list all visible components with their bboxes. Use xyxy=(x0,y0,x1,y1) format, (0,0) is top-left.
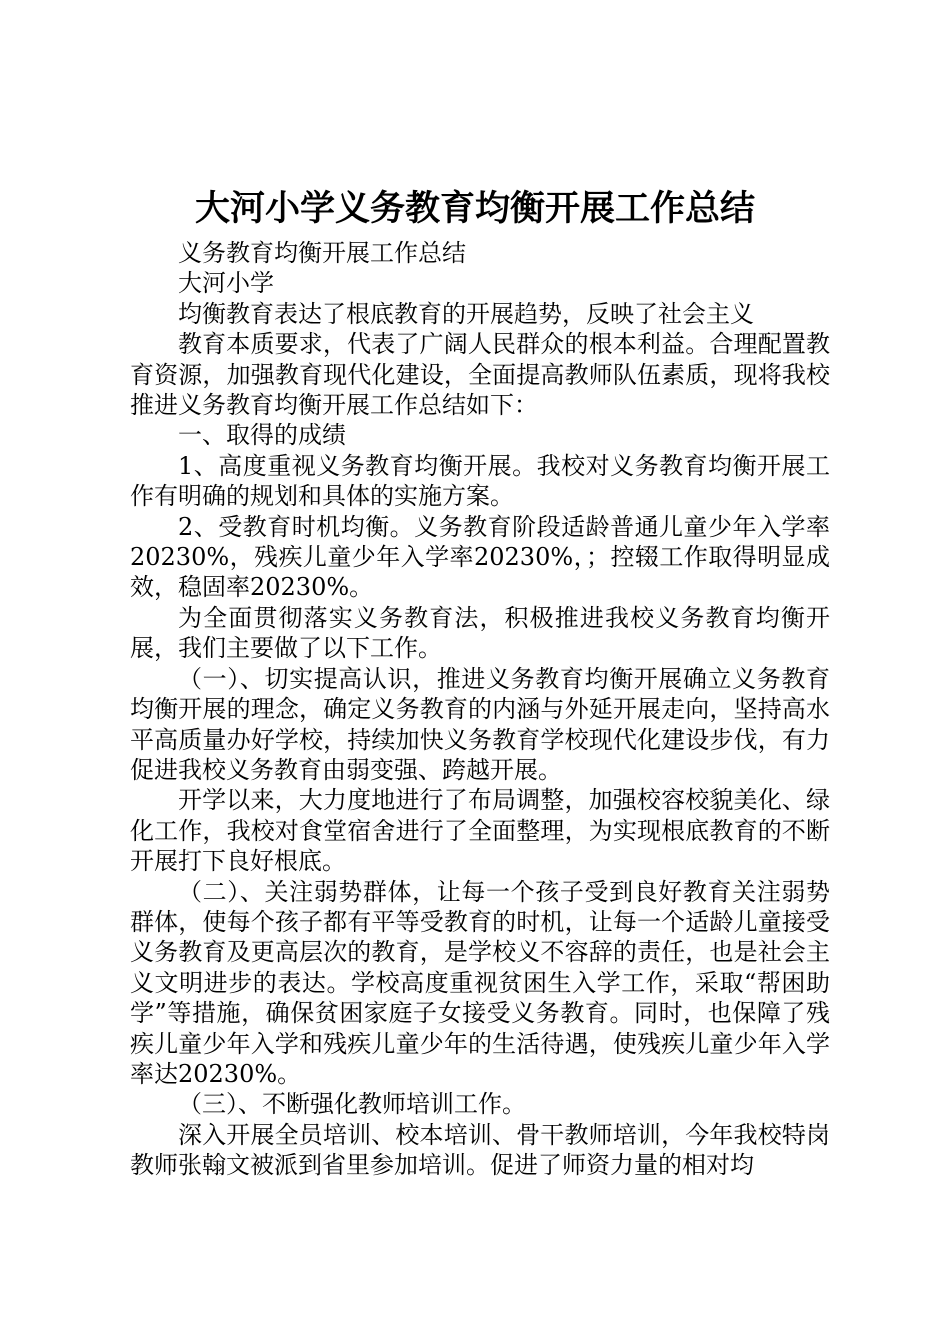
body-paragraph: 深入开展全员培训、校本培训、骨干教师培训，今年我校特岗教师张翰文被派到省里参加培训。促进了师资力量的相对均 xyxy=(130,1120,830,1180)
body-paragraph: 1、高度重视义务教育均衡开展。我校对义务教育均衡开展工作有明确的规划和具体的实施方案。 xyxy=(130,451,830,511)
body-paragraph: 均衡教育表达了根底教育的开展趋势，反映了社会主义 xyxy=(178,299,754,328)
subsection-heading: （三）、不断强化教师培训工作。 xyxy=(178,1090,526,1119)
body-paragraph: （二）、关注弱势群体，让每一个孩子受到良好教育关注弱势群体，使每个孩子都有平等受教育的时机，让每一个适龄儿童接受义务教育及更高层次的教育，是学校义不容辞的责任，也是社会主义文明进步的表达。学校高度重视贫困生入学工作，采取“帮困助学”等措施，确保贫困家庭子女接受义务教育。同时，也保障了残疾儿童少年入学和残疾儿童少年的生活待遇，使残疾儿童少年入学率达20230%。 xyxy=(130,877,830,1088)
document-body xyxy=(130,238,830,1181)
body-paragraph: 教育本质要求，代表了广阔人民群众的根本利益。合理配置教育资源，加强教育现代化建设，全面提高教师队伍素质，现将我校推进义务教育均衡开展工作总结如下： xyxy=(130,330,830,420)
body-paragraph: （一）、切实提高认识，推进义务教育均衡开展确立义务教育均衡开展的理念，确定义务教育的内涵与外延开展走向，坚持高水平高质量办好学校，持续加快义务教育学校现代化建设步伐，有力促进我校义务教育由弱变强、跨越开展。 xyxy=(130,664,830,784)
body-paragraph: 开学以来，大力度地进行了布局调整，加强校容校貌美化、绿化工作，我校对食堂宿舍进行了全面整理，为实现根底教育的不断开展打下良好根底。 xyxy=(130,786,830,876)
document-title: 大河小学义务教育均衡开展工作总结 xyxy=(194,188,755,229)
subtitle-paragraph: 义务教育均衡开展工作总结 xyxy=(178,239,466,267)
section-heading: 一、取得的成绩 xyxy=(178,421,346,450)
body-paragraph: 为全面贯彻落实义务教育法，积极推进我校义务教育均衡开展，我们主要做了以下工作。 xyxy=(130,603,830,663)
school-name-paragraph: 大河小学 xyxy=(178,269,274,298)
body-paragraph: 2、受教育时机均衡。义务教育阶段适龄普通儿童少年入学率20230%，残疾儿童少年入学率20230%，；控辍工作取得明显成效，稳固率20230%。 xyxy=(130,512,830,602)
